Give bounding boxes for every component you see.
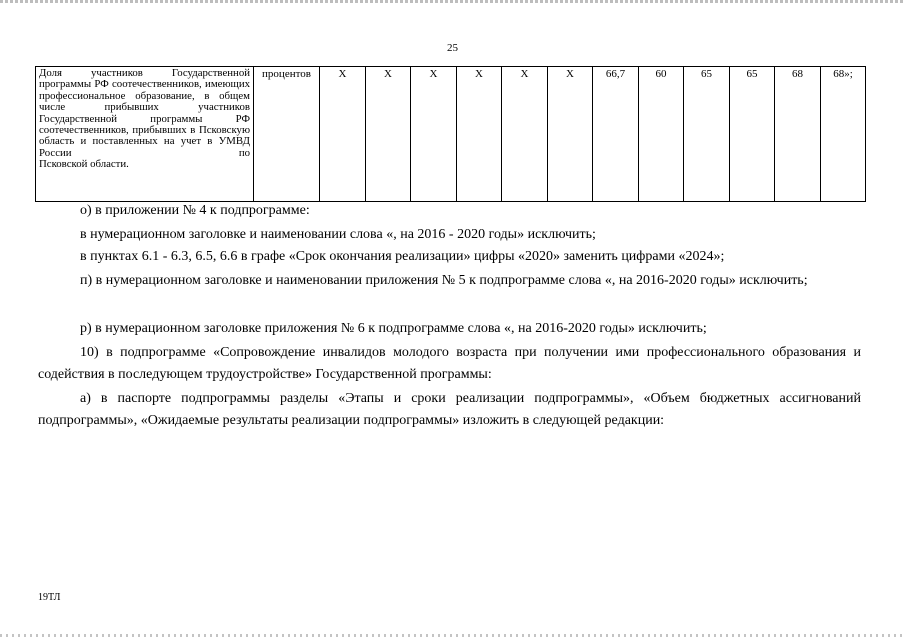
paragraph-heading-exclusion: в нумерационном заголовке и наименовании слова «, на 2016 - 2020 годы» исключить; (80, 227, 596, 242)
value-cell: Х (411, 67, 457, 202)
description-line: Доля участников Государственной (39, 67, 250, 79)
value-cell: Х (457, 67, 502, 202)
scan-edge-bottom (0, 634, 905, 637)
page-number: 25 (447, 42, 458, 54)
description-line: Псковской области. (39, 158, 129, 171)
paragraph-r: р) в нумерационном заголовке приложения № 6 к подпрограмме слова «, на 2016-2020 годы» исключить; (80, 321, 707, 336)
paragraph-10: 10) в подпрограмме «Сопровождение инвалидов молодого возраста при получении ими профессионального образования и содействия в последующем трудоустройстве» Государственной программы: (38, 345, 861, 382)
paragraph-o: о) в приложении № 4 к подпрограмме: (80, 203, 310, 218)
table-row (36, 67, 866, 202)
value-cell: Х (548, 67, 593, 202)
value-cell: 65 (730, 67, 775, 202)
description-line: имеющих профессиональное (39, 78, 251, 102)
indicator-description-cell (36, 67, 254, 202)
description-line: Псковскую область и поставленных (39, 124, 251, 148)
description-line: образование, в общем числе (39, 89, 250, 114)
description-line: на учет в УМВД России по (39, 135, 250, 159)
description-line: Государственной программы РФ (39, 112, 250, 125)
description-line: прибывших участников (104, 101, 251, 114)
paragraph-p: п) в нумерационном заголовке и наименовании приложения № 5 к подпрограмме слова «, на 2016-2020 годы» исключить; (80, 273, 808, 288)
value-cell: 68 (775, 67, 821, 202)
paragraph-a: а) в паспорте подпрограммы разделы «Этапы и сроки реализации подпрограммы», «Объем бюджетных ассигнований подпрограммы», «Ожидаемые результаты реализации подпрограммы» изложить в следующей редакции: (38, 391, 861, 428)
paragraph-points-replace: в пунктах 6.1 - 6.3, 6.5, 6.6 в графе «Срок окончания реализации» цифры «2020» заменить цифрами «2024»; (80, 249, 725, 264)
value-cell: Х (502, 67, 548, 202)
value-cell: 68»; (821, 67, 866, 202)
description-line: программы РФ соотечественников, (39, 78, 202, 91)
value-cell: Х (366, 67, 411, 202)
document-code: 19ТЛ (38, 592, 61, 603)
indicator-table (35, 66, 866, 202)
value-cell: 65 (684, 67, 730, 202)
description-line: соотечественников, прибывших в (39, 124, 196, 137)
unit-cell: процентов (254, 67, 320, 202)
scan-edge-top (0, 0, 905, 3)
value-cell: 66,7 (593, 67, 639, 202)
value-cell: Х (320, 67, 366, 202)
value-cell: 60 (639, 67, 684, 202)
